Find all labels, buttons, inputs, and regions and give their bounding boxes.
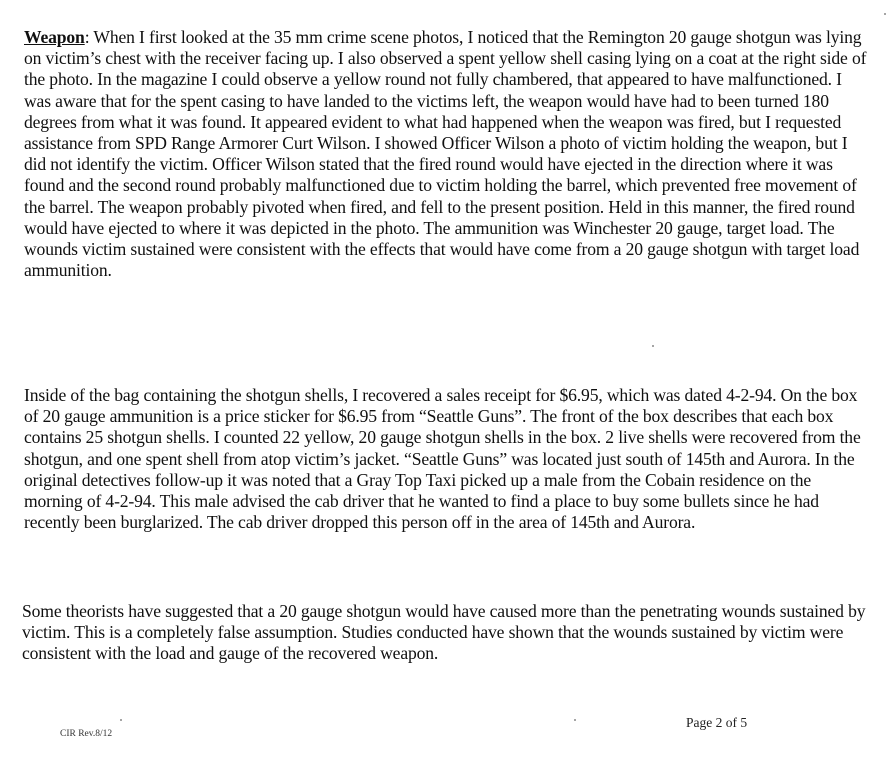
weapon-paragraph-text: : When I first looked at the 35 mm crime scene photos, I noticed that the Remington 20 gauge shotgun was lying on victim’s chest with the receiver facing up. I also observed a spent yellow shell casing lying on a coat at the right side of the photo. In the magazine I could observe a yellow round not fully chambered, that appeared to have malfunctioned. I was aware that for the spent casing to have landed to the victims left, the weapon would have had to been turned 180 degrees from what it was found. It appeared evident to what had happened when the weapon was fired, but I requested assistance from SPD Range Armorer Curt Wilson. I showed Officer Wilson a photo of victim holding the weapon, but I did not identify the victim. Officer Wilson stated that the fired round would have ejected in the direction where it was found and the second round probably malfunctioned due to victim holding the barrel, which prevented free movement of the barrel. The weapon probably pivoted when fired, and fell to the present position. Held in this manner, the fired round would have ejected to where it was depicted in the photo. The ammunition was Winchester 20 gauge, target load. The wounds victim sustained were consistent with the effects that would have come from a 20 gauge shotgun with target load ammunition. xyxy=(24,27,867,281)
weapon-paragraph xyxy=(24,27,870,281)
receipt-paragraph: Inside of the bag containing the shotgun shells, I recovered a sales receipt for $6.95, which was dated 4-2-94. On the box of 20 gauge ammunition is a price sticker for $6.95 from “Seattle Guns”. The front of the box describes that each box contains 25 shotgun shells. I counted 22 yellow, 20 gauge shotgun shells in the box. 2 live shells were recovered from the shotgun, and one spent shell from atop victim’s jacket. “Seattle Guns” was located just south of 145th and Aurora. In the original detectives follow-up it was noted that a Gray Top Taxi picked up a male from the Cobain residence on the morning of 4-2-94. This male advised the cab driver that he wanted to find a place to buy some bullets since he had recently been burglarized. The cab driver dropped this person off in the area of 145th and Aurora. xyxy=(24,385,861,533)
weapon-heading: Weapon xyxy=(24,27,85,47)
form-revision-code: CIR Rev.8/12 xyxy=(60,729,113,739)
scan-speck xyxy=(120,719,122,721)
scan-speck xyxy=(574,719,576,721)
theorists-paragraph: Some theorists have suggested that a 20 gauge shotgun would have caused more than the penetrating wounds sustained by victim. This is a completely false assumption. Studies conducted have shown that the wounds sustained by victim were consistent with the load and gauge of the recovered weapon. xyxy=(22,601,866,664)
scan-speck xyxy=(884,13,886,15)
page-number: Page 2 of 5 xyxy=(686,715,748,730)
scan-speck xyxy=(652,345,654,347)
